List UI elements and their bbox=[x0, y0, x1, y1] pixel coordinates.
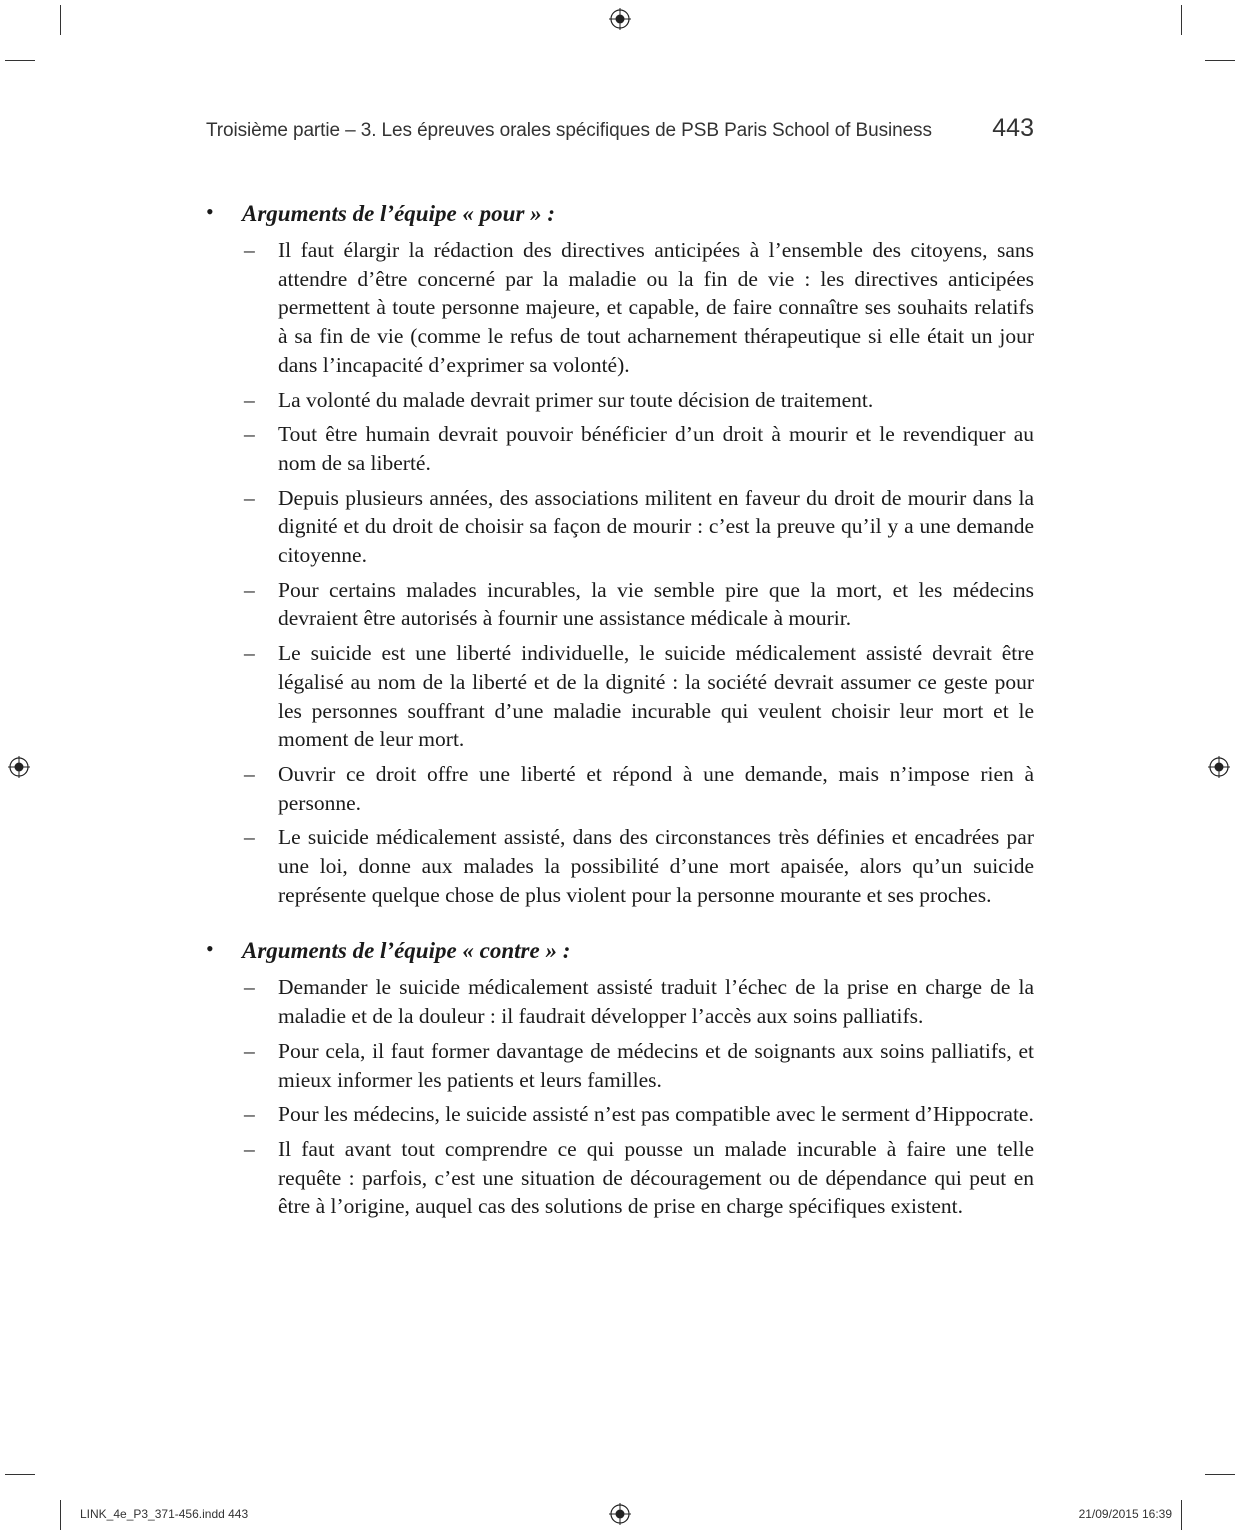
registration-mark-bottom-icon bbox=[609, 1503, 631, 1525]
list-item-text: Ouvrir ce droit offre une liberté et répond à une demande, mais n’impose rien à personne. bbox=[278, 761, 1034, 815]
list-item bbox=[206, 1037, 1034, 1094]
section-heading-text: Arguments de l’équipe « pour » : bbox=[242, 201, 556, 226]
list-item-text: La volonté du malade devrait primer sur toute décision de traitement. bbox=[278, 387, 874, 412]
section-heading bbox=[206, 196, 1034, 236]
dash-icon: – bbox=[244, 387, 255, 412]
dash-icon: – bbox=[244, 485, 255, 510]
page-body bbox=[206, 196, 1034, 1227]
list-item bbox=[206, 760, 1034, 817]
list-item bbox=[206, 386, 1034, 415]
list-item-text: Tout être humain devrait pouvoir bénéficier d’un droit à mourir et le revendiquer au nom de sa liberté. bbox=[278, 422, 1034, 475]
list-item bbox=[206, 973, 1034, 1030]
list-item-text: Il faut élargir la rédaction des directives anticipées à l’ensemble des citoyens, sans attendre d’être concerné par la maladie ou la fin de vie : les directives anticipées permettent à toute personne majeure, et capable, de faire connaître ses souhaits relatifs à sa fin de vie (comme le refus de tout acharnement thérapeutique si elle était un jour dans l’incapacité d’exprimer sa volonté). bbox=[278, 238, 1034, 377]
dash-icon: – bbox=[244, 1038, 255, 1063]
crop-mark-top-left-vertical bbox=[60, 5, 61, 35]
dash-icon: – bbox=[244, 422, 255, 447]
list-item bbox=[206, 823, 1034, 909]
list-item bbox=[206, 420, 1034, 477]
footer-file-slug: LINK_4e_P3_371-456.indd 443 bbox=[80, 1507, 249, 1521]
running-header bbox=[206, 114, 1034, 148]
bullet-icon: • bbox=[206, 936, 214, 962]
registration-mark-top-icon bbox=[609, 8, 631, 30]
registration-mark-left-icon bbox=[8, 756, 30, 778]
dash-icon: – bbox=[244, 825, 255, 850]
section-heading bbox=[206, 933, 1034, 973]
list-item-text: Le suicide est une liberté individuelle, le suicide médicalement assisté devrait être légalisé au nom de la liberté et de la dignité : la société devrait assumer ce geste pour les personnes souffrant d’une maladie incurable qui veulent choisir leur mort et le moment de leur mort. bbox=[278, 641, 1034, 752]
crop-mark-bottom-right-horizontal bbox=[1205, 1474, 1235, 1475]
argument-list bbox=[206, 973, 1034, 1221]
list-item-text: Le suicide médicalement assisté, dans des circonstances très définies et encadrées par une loi, donne aux malades la possibilité d’une mort apaisée, alors qu’un suicide représente quelque chose de plus violent pour la personne mourante et ses proches. bbox=[278, 825, 1034, 907]
bullet-icon: • bbox=[206, 199, 214, 224]
crop-mark-top-right-vertical bbox=[1181, 5, 1182, 35]
dash-icon: – bbox=[244, 1102, 255, 1127]
dash-icon: – bbox=[244, 975, 255, 1000]
list-item bbox=[206, 236, 1034, 380]
list-item bbox=[206, 639, 1034, 754]
dash-icon: – bbox=[244, 641, 255, 666]
dash-icon: – bbox=[244, 1136, 255, 1161]
crop-mark-bottom-right-vertical bbox=[1181, 1500, 1182, 1530]
crop-mark-top-left-horizontal bbox=[5, 60, 35, 61]
section-heading-text: Arguments de l’équipe « contre » : bbox=[242, 938, 571, 964]
section-pour bbox=[206, 196, 1034, 909]
list-item-text: Depuis plusieurs années, des associations militent en faveur du droit de mourir dans la dignité et du droit de choisir sa façon de mourir : c’est la preuve qu’il y a une demande citoyenne. bbox=[278, 485, 1034, 568]
crop-mark-bottom-left-horizontal bbox=[5, 1474, 35, 1475]
crop-mark-top-right-horizontal bbox=[1205, 60, 1235, 61]
footer-date-slug: 21/09/2015 16:39 bbox=[1078, 1507, 1172, 1521]
list-item bbox=[206, 1135, 1034, 1221]
list-item-text: Pour certains malades incurables, la vie semble pire que la mort, et les médecins devraient être autorisés à fournir une assistance médicale à mourir. bbox=[278, 577, 1034, 631]
list-item-text: Pour les médecins, le suicide assisté n’est pas compatible avec le serment d’Hippocrate. bbox=[278, 1102, 1034, 1127]
section-contre bbox=[206, 933, 1034, 1221]
list-item bbox=[206, 484, 1034, 570]
dash-icon: – bbox=[244, 761, 255, 786]
crop-mark-bottom-left-vertical bbox=[60, 1500, 61, 1530]
list-item bbox=[206, 576, 1034, 633]
page-number: 443 bbox=[992, 114, 1034, 142]
dash-icon: – bbox=[244, 577, 255, 602]
list-item-text: Il faut avant tout comprendre ce qui pousse un malade incurable à faire une telle requête : parfois, c’est une situation de découragement ou de dépendance qui peut en être à l’origine, auquel cas des solutions de prise en charge spécifiques existent. bbox=[278, 1136, 1034, 1219]
registration-mark-right-icon bbox=[1208, 756, 1230, 778]
list-item bbox=[206, 1100, 1034, 1129]
running-title: Troisième partie – 3. Les épreuves orales spécifiques de PSB Paris School of Business bbox=[206, 120, 932, 141]
dash-icon: – bbox=[244, 238, 255, 262]
list-item-text: Demander le suicide médicalement assisté traduit l’échec de la prise en charge de la maladie et de la douleur : il faudrait développer l’accès aux soins palliatifs. bbox=[278, 975, 1034, 1029]
list-item-text: Pour cela, il faut former davantage de médecins et de soignants aux soins palliatifs, et mieux informer les patients et leurs familles. bbox=[278, 1038, 1034, 1092]
argument-list bbox=[206, 236, 1034, 909]
